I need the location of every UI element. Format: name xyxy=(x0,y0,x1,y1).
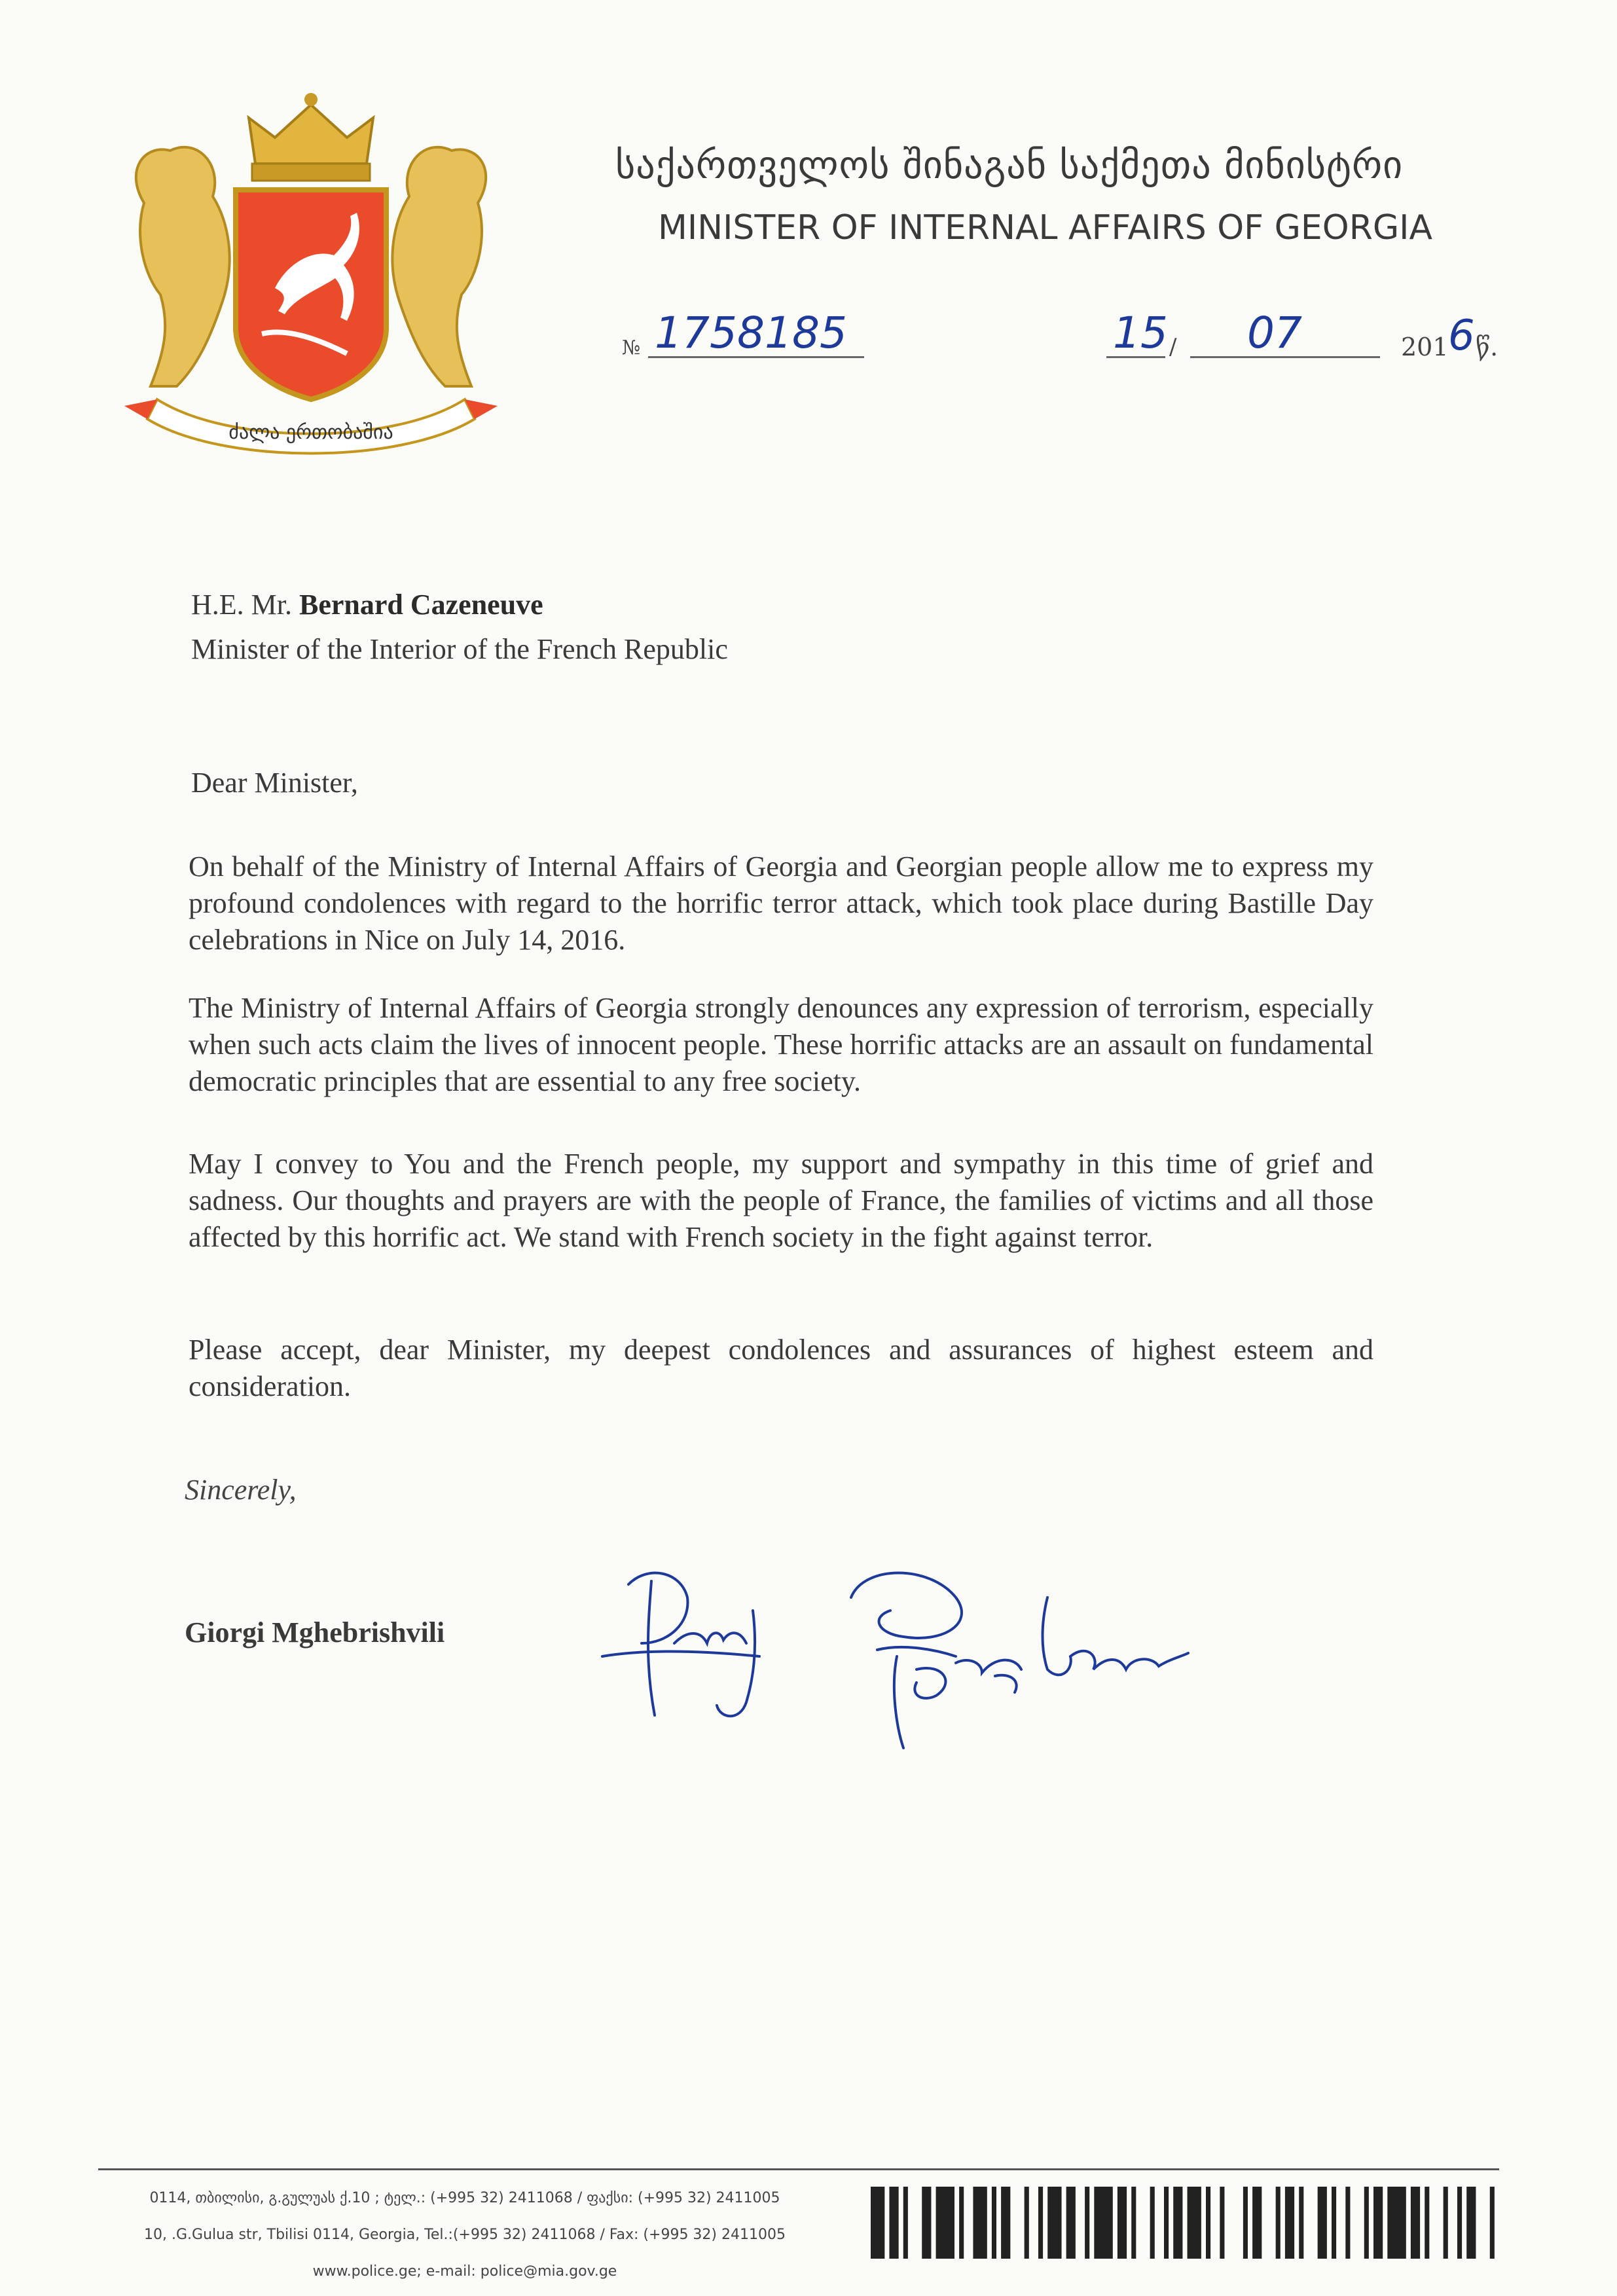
date-year-prefix: 201 xyxy=(1401,333,1449,361)
month-underline xyxy=(1190,356,1380,358)
recipient-name-line xyxy=(191,583,1435,627)
barcode-bar xyxy=(1047,2187,1061,2259)
barcode-bar xyxy=(1150,2187,1155,2259)
barcode-bar xyxy=(1164,2187,1169,2259)
barcode-bar xyxy=(1206,2187,1210,2259)
emblem-motto: ძალა ერთობაშია xyxy=(228,421,393,444)
barcode-bar xyxy=(1188,2187,1201,2259)
barcode-bar xyxy=(1364,2187,1369,2259)
handwritten-signature-icon xyxy=(589,1558,1211,1755)
date-year-suffix: წ. xyxy=(1476,333,1499,361)
footer-divider xyxy=(98,2168,1499,2170)
barcode-bar xyxy=(1117,2187,1127,2259)
barcode-bar xyxy=(992,2187,996,2259)
day-underline xyxy=(1106,356,1165,358)
georgian-coat-of-arms-icon xyxy=(98,92,524,458)
closing: Sincerely, xyxy=(185,1474,297,1506)
date-month: 07 xyxy=(1247,308,1302,358)
footer-address xyxy=(98,2180,831,2290)
recipient-name: Bernard Cazeneuve xyxy=(299,589,543,621)
date-day: 15 xyxy=(1113,308,1168,358)
barcode-bar xyxy=(1299,2187,1303,2259)
recipient-title: Minister of the Interior of the French Republic xyxy=(191,633,728,665)
barcode-bar xyxy=(1444,2187,1448,2259)
date-separator: / xyxy=(1169,334,1177,360)
paragraph-1: On behalf of the Ministry of Internal Affairs of Georgia and Georgian people allow me to express my profound condolences with regard to the horrific terror attack, which took place during Bastille Day celebrations in Nice on July 14, 2016. xyxy=(189,850,1373,956)
barcode-bar xyxy=(1411,2187,1420,2259)
barcode-bar xyxy=(1318,2187,1327,2259)
paragraph-4: Please accept, dear Minister, my deepest condolences and assurances of highest esteem and consideration. xyxy=(189,1334,1373,1402)
barcode-bar xyxy=(922,2187,931,2259)
barcode-bar xyxy=(1425,2187,1429,2259)
barcode-bar xyxy=(1285,2187,1294,2259)
barcode-bar xyxy=(903,2187,908,2259)
barcode-bar xyxy=(1457,2187,1462,2259)
barcode-bar xyxy=(1252,2187,1262,2259)
barcode-bar xyxy=(1025,2187,1029,2259)
barcode-bar xyxy=(959,2187,964,2259)
salutation: Dear Minister, xyxy=(191,767,358,799)
reference-row xyxy=(0,308,1617,367)
reference-number: 1758185 xyxy=(655,308,847,358)
date-year-digit: 6 xyxy=(1448,312,1475,360)
footer-address-georgian: 0114, თბილისი, გ.გულუას ქ.10 ; ტელ.: (+995 32) 2411068 / ფაქსი: (+995 32) 2411005 xyxy=(149,2190,780,2206)
footer-address-english: 10, .G.Gulua str, Tbilisi 0114, Georgia, Tel.:(+995 32) 2411068 / Fax: (+995 32) 2411005 xyxy=(144,2227,786,2243)
barcode-bar xyxy=(1332,2187,1336,2259)
header-title-georgian: საქართველოს შინაგან საქმეთა მინისტრი xyxy=(615,143,1404,187)
barcode-bar xyxy=(1243,2187,1248,2259)
barcode-bar xyxy=(889,2187,898,2259)
barcode-bar xyxy=(1038,2187,1043,2259)
barcode-bar xyxy=(871,2187,884,2259)
barcode-bar xyxy=(1131,2187,1136,2259)
barcode-bar xyxy=(1001,2187,1010,2259)
barcode-icon xyxy=(871,2187,1499,2259)
footer-web-email: www.police.ge; e-mail: police@mia.gov.ge xyxy=(312,2263,617,2280)
signer-name: Giorgi Mghebrishvili xyxy=(185,1616,445,1649)
paragraph-2: The Ministry of Internal Affairs of Georgia strongly denounces any expression of terrorism, especially when such acts claim the lives of innocent people. These horrific attacks are an assault on fundamental democratic principles that are essential to any free society. xyxy=(189,992,1373,1097)
barcode-bar xyxy=(1085,2187,1089,2259)
barcode-bar xyxy=(1373,2187,1383,2259)
barcode-bar xyxy=(973,2187,987,2259)
number-prefix: № xyxy=(622,337,641,359)
recipient-block xyxy=(191,583,1435,672)
barcode-bar xyxy=(1220,2187,1224,2259)
barcode-bar xyxy=(1276,2187,1281,2259)
barcode-bar xyxy=(1466,2187,1476,2259)
barcode-bar xyxy=(1387,2187,1406,2259)
barcode-bar xyxy=(1094,2187,1112,2259)
barcode-bar xyxy=(1173,2187,1182,2259)
barcode-bar xyxy=(1345,2187,1350,2259)
barcode-bar xyxy=(1490,2187,1495,2259)
number-underline xyxy=(648,356,864,358)
barcode-bar xyxy=(936,2187,954,2259)
header-title-english: MINISTER OF INTERNAL AFFAIRS OF GEORGIA xyxy=(658,208,1433,247)
barcode-bar xyxy=(1066,2187,1076,2259)
recipient-honorific: H.E. Mr. xyxy=(191,589,299,621)
paragraph-3: May I convey to You and the French people, my support and sympathy in this time of grief and sadness. Our thoughts and prayers are with the people of France, the families of victims and all those affected by this horrific act. We stand with French society in the fight against terror. xyxy=(189,1148,1373,1253)
